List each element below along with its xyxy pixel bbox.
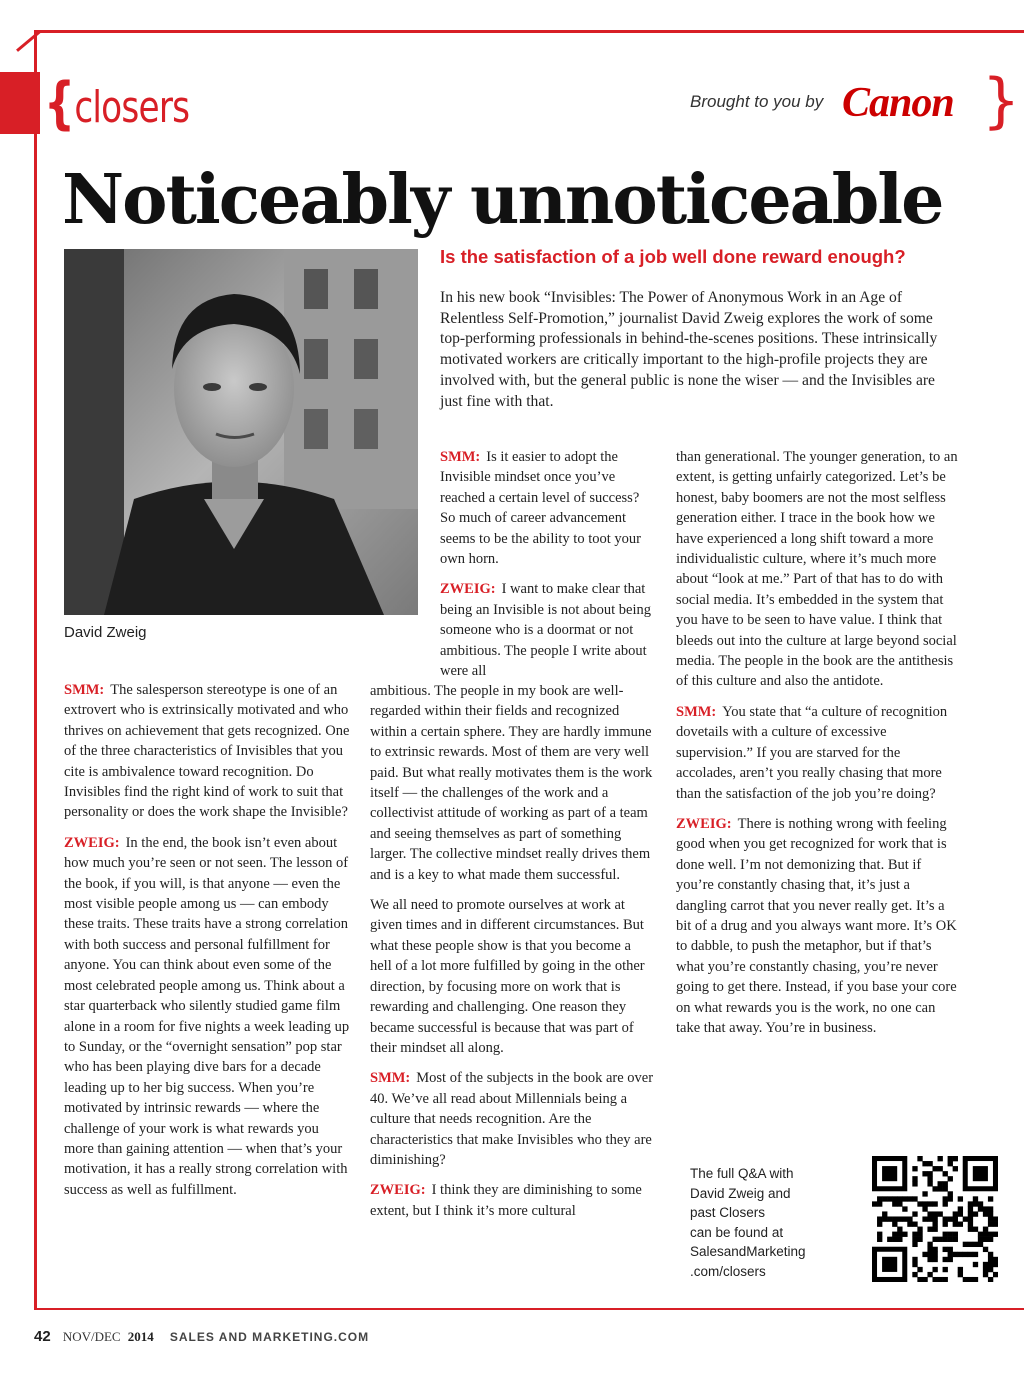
- section-label: closers: [74, 82, 190, 133]
- frame-corner-rule: [16, 30, 41, 52]
- page-number: 42: [34, 1328, 51, 1345]
- section-name: [44, 71, 190, 138]
- section-brace: {: [44, 71, 75, 136]
- speaker-label: SMM:: [676, 703, 717, 720]
- article-paragraph: [370, 681, 654, 885]
- sponsor-logo: Canon: [842, 80, 954, 126]
- qa-note-line: past Closers: [690, 1205, 766, 1220]
- article-paragraph: [440, 447, 652, 569]
- frame-bottom-rule: [34, 1308, 1024, 1310]
- issue-year: 2014: [127, 1329, 154, 1344]
- qa-note-line: The full Q&A with: [690, 1166, 794, 1181]
- article-paragraph: [64, 833, 350, 1200]
- qr-code[interactable]: [872, 1156, 998, 1282]
- paragraph-text: I think they are diminishing to some extent, but I think it’s more cultural: [370, 1182, 642, 1219]
- article-intro: In his new book “Invisibles: The Power of Anonymous Work in an Age of Relentless Self-Promotion,” journalist David Zweig explores the work of some top-performing professionals in behind-the-scenes positions. These intrinsically motivated workers are critically important to the high-profile projects they are involved with, but the general public is none the wiser — and the Invisibles are just fine with that.: [440, 289, 938, 410]
- speaker-label: SMM:: [440, 449, 481, 465]
- qa-note-line[interactable]: .com/closers: [690, 1263, 766, 1279]
- speaker-label: ZWEIG:: [64, 834, 120, 851]
- paragraph-text: than generational. The younger generation, to an extent, is getting unfairly categorized. Let’s be honest, baby boomers are not the most selfless generation either. I trace in the book how we have experienced a long shift toward a more individualistic culture, where it’s much more about “look at me.” Part of that has to do with social media. It’s embedded in the system that you have to be seen to have value. I think that bleeds out into the culture at large beyond social media. The people in the book are the antithesis of this culture and also the antidote.: [676, 449, 958, 690]
- section-tab: [0, 72, 40, 134]
- paragraph-text: The salesperson stereotype is one of an extrovert who is extrinsically motivated and who thrives on achievement that gets recognized. One of the three characteristics of Invisibles that you cite is ambivalence toward recognition. Do Invisibles find the right kind of work to suit that personality or does the work shape the Invisible?: [64, 682, 350, 821]
- site-name: SALES AND MARKETING.COM: [169, 1330, 370, 1344]
- paragraph-text: Is it easier to adopt the Invisible mindset once you’ve reached a certain level of success? So much of career advancement seems to be the ability to toot your own horn.: [440, 449, 641, 568]
- author-photo: [64, 249, 418, 615]
- sponsor-brace: }: [982, 66, 1021, 136]
- column-left: [64, 680, 350, 1210]
- article-paragraph: [676, 702, 962, 804]
- speaker-label: SMM:: [370, 1070, 411, 1087]
- article-paragraph: [370, 1068, 654, 1170]
- page-footer: [34, 1328, 369, 1345]
- sponsor-label: Brought to you by: [690, 92, 824, 111]
- qa-note-line[interactable]: SalesandMarketing: [690, 1244, 806, 1259]
- paragraph-text: ambitious. The people in my book are well-regarded within their fields and recognized within a certain sphere. They are hardly immune to extrinsic rewards. Most of them are very well paid. But what really motivates them is the work itself — the challenges of the work and a collectivist attitude of working as part of a team and seeing themselves as part of something larger. The collective mindset really drives them and is a key to what made them successful.: [370, 683, 653, 883]
- article-paragraph: [676, 814, 962, 1038]
- article-deck: Is the satisfaction of a job well done reward enough?: [440, 246, 906, 267]
- qa-note-line: can be found at: [690, 1224, 784, 1240]
- speaker-label: SMM:: [64, 682, 105, 698]
- article-paragraph: [64, 680, 350, 823]
- photo-caption: David Zweig: [64, 624, 147, 641]
- qa-note: [690, 1164, 840, 1281]
- paragraph-text: You state that “a culture of recognition dovetails with a culture of excessive supervision.” If you are starved for the accolades, aren’t you really chasing that more than the satisfaction of the job you’re doing?: [676, 703, 948, 802]
- headline: Noticeably unnoticeable: [62, 160, 943, 240]
- column-middle-bottom: [370, 681, 654, 1231]
- column-middle-top: [440, 447, 652, 691]
- article-paragraph: [370, 895, 654, 1058]
- speaker-label: ZWEIG:: [440, 581, 496, 598]
- paragraph-text: There is nothing wrong with feeling good when you get recognized for work that is done well. I’m not demonizing that. But if you’re constantly chasing that, it’s just a dangling carrot that you never really get. It’s a bit of a drug and you always want more. It’s OK to dabble, to push the metaphor, but if that’s what you’re constantly chasing, you’re never going to get there. Instead, if you base your core on what rewards you is the work, no one can take that away. You’re in business.: [676, 815, 957, 1036]
- frame-left-rule: [34, 30, 37, 1310]
- article-paragraph: [676, 447, 962, 692]
- issue-label: NOV/DEC: [62, 1329, 121, 1344]
- column-right: [676, 447, 962, 1048]
- paragraph-text: In the end, the book isn’t even about how much you’re seen or not seen. The lesson of the book, if you will, is that anyone — even the most visible people among us — can embody these traits. These traits have a strong correlation with both success and personal fulfillment for anyone. You can think about even some of the most celebrated people among us. Think about a star quarterback who silently studied game film alone in a room for five nights a week leading up to Sunday, or the “overnight sensation” pop star who has been playing dive bars for a decade leading up to her big success. When you’re motivated by intrinsic rewards — where the challenge of your work is what rewards you more than gaining attention — when that’s your motivation, it has a really strong correlation with success as well as fulfillment.: [64, 834, 350, 1198]
- paragraph-text: Most of the subjects in the book are over 40. We’ve all read about Millennials being a culture that needs recognition. Are the characteristics that make Invisibles who they are diminishing?: [370, 1070, 654, 1168]
- speaker-label: ZWEIG:: [370, 1182, 426, 1199]
- speaker-label: ZWEIG:: [676, 815, 732, 832]
- article-paragraph: [370, 1180, 654, 1221]
- frame-top-rule: [34, 30, 1024, 33]
- paragraph-text: We all need to promote ourselves at work at given times and in different circumstances. But what these people show is that you become a hell of a lot more fulfilled by going in the other direction, by focusing more on work that is rewarding and challenging. One reason they became successful is because that was part of their mindset all along.: [370, 897, 645, 1056]
- paragraph-text: I want to make clear that being an Invisible is not about being someone who is a doormat or not ambitious. The people I write about were all: [440, 581, 652, 680]
- qa-note-line: David Zweig and: [690, 1185, 791, 1201]
- article-paragraph: [440, 579, 652, 681]
